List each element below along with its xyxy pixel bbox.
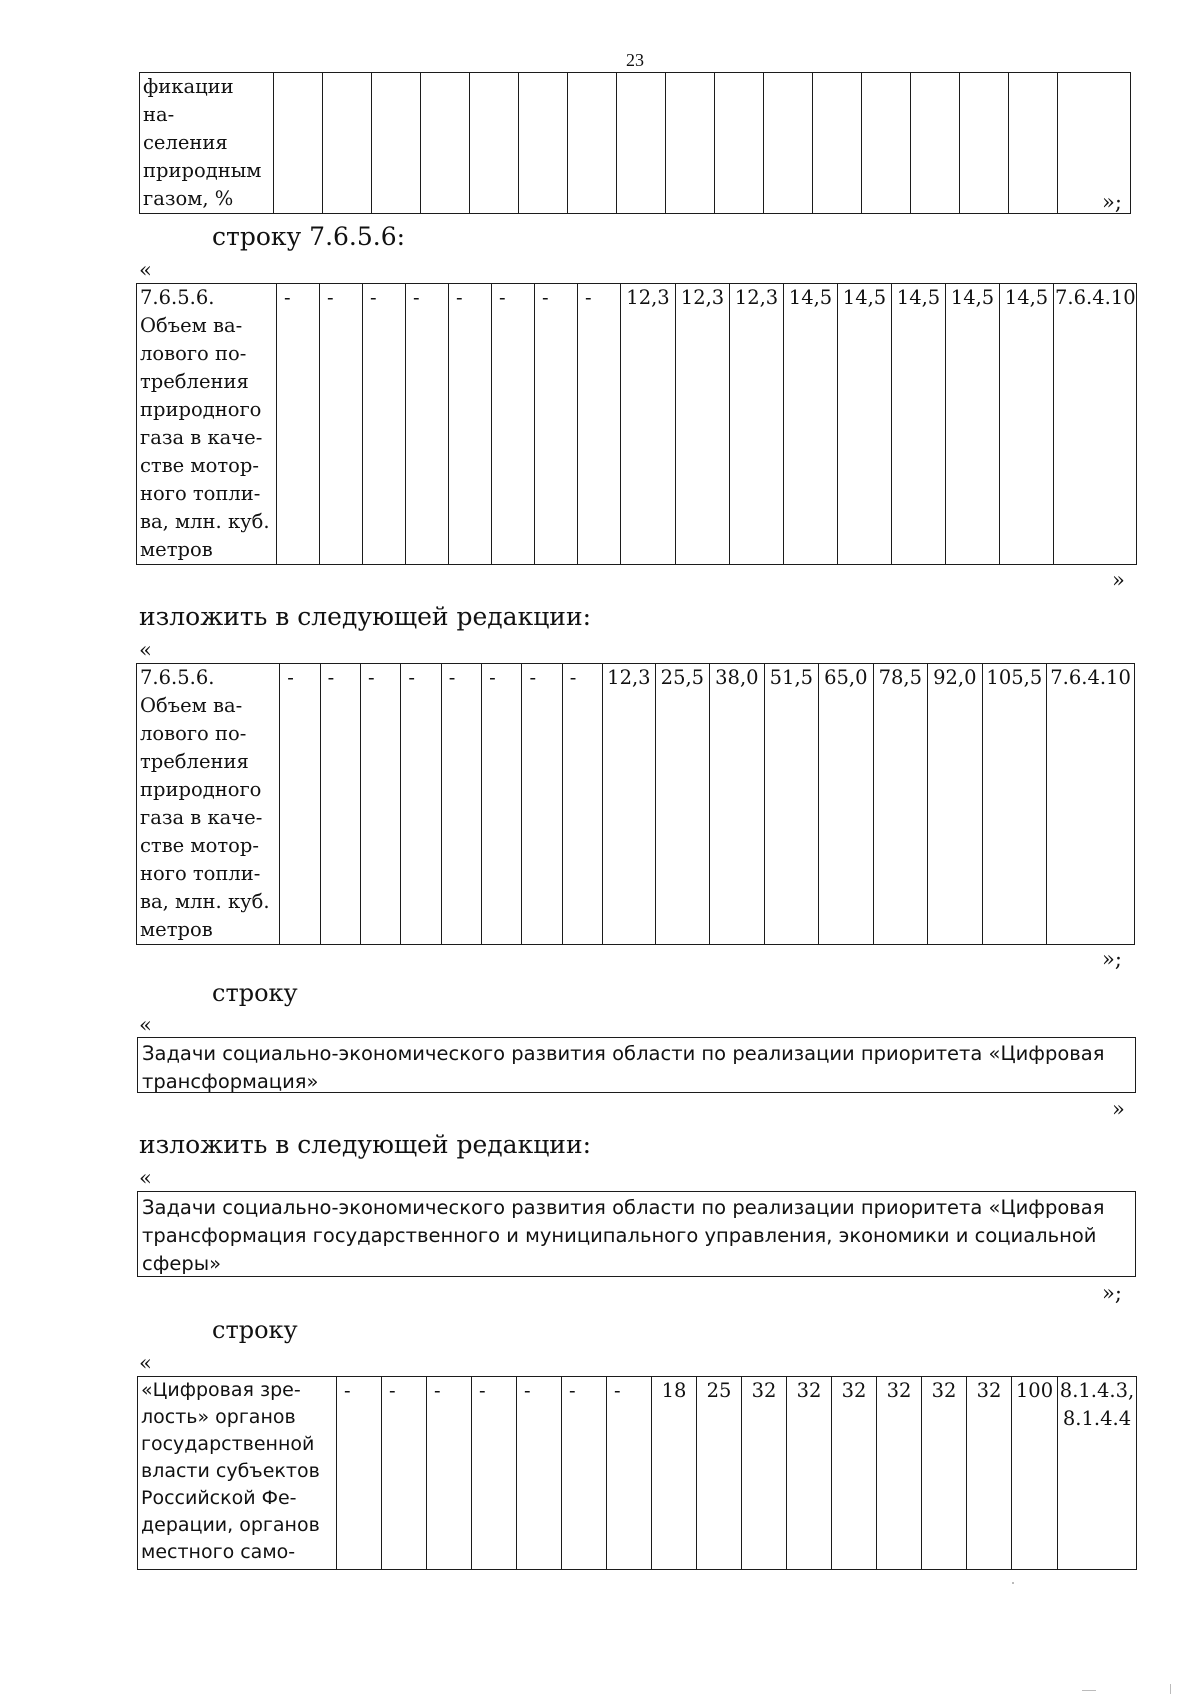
value-cell: 92,0 [928,664,982,945]
table-row [137,664,1135,945]
code-cell: 8.1.4.3, 8.1.4.4 [1058,1377,1137,1570]
close-quote: »; [1102,190,1122,214]
value-cell: 25,5 [655,664,709,945]
row-label: 7.6.5.6. Объем ва- лового по- требления природного газа в каче- стве мотор- ного топли- ва, млн. куб. метров [137,664,280,945]
dash-cell: - [482,664,522,945]
table-row [137,284,1137,565]
dash-cell: - [406,284,449,565]
empty-cell [421,73,470,214]
dash-cell: - [562,1377,607,1570]
value-cell: 32 [967,1377,1012,1570]
empty-cell [715,73,764,214]
empty-cell [862,73,911,214]
section-intro: изложить в следующей редакции: [139,1130,592,1159]
value-cell: 14,5 [838,284,892,565]
value-cell: 32 [877,1377,922,1570]
open-quote: « [139,638,152,662]
dash-cell: - [441,664,481,945]
dash-cell: - [280,664,320,945]
value-cell: 65,0 [819,664,873,945]
section-intro: строку [212,1316,298,1344]
dash-cell: - [492,284,535,565]
table-row [138,1377,1137,1570]
value-cell: 25 [697,1377,742,1570]
page-number: 23 [626,50,644,70]
value-cell: 12,3 [603,664,655,945]
value-cell: 32 [832,1377,877,1570]
section-intro: изложить в следующей редакции: [139,602,592,631]
dash-cell: - [401,664,441,945]
dash-cell: - [562,664,602,945]
scan-speck [1082,1690,1096,1691]
new-row-table [136,663,1135,945]
dash-cell: - [517,1377,562,1570]
value-cell: 38,0 [710,664,764,945]
empty-cell [372,73,421,214]
close-quote: »; [1102,947,1122,971]
value-cell: 51,5 [764,664,818,945]
row-label: «Цифровая зре- лость» органов государственной власти субъектов Российской Фе- дерации, органов местного само- [138,1377,337,1570]
open-quote: « [139,258,152,282]
value-cell: 14,5 [784,284,838,565]
dash-cell: - [277,284,320,565]
value-cell: 32 [787,1377,832,1570]
row-label: 7.6.5.6. Объем ва- лового по- требления природного газа в каче- стве мотор- ного топли- ва, млн. куб. метров [137,284,277,565]
empty-cell [764,73,813,214]
value-cell: 32 [742,1377,787,1570]
close-quote: »; [1102,1281,1122,1305]
open-quote: « [139,1013,152,1037]
old-row-table [136,283,1137,565]
value-cell: 32 [922,1377,967,1570]
value-cell: 14,5 [892,284,946,565]
value-cell: 14,5 [946,284,1000,565]
old-task-box: Задачи социально-экономического развития области по реализации приоритета «Цифровая трансформация» [137,1037,1136,1093]
dash-cell: - [472,1377,517,1570]
dash-cell: - [427,1377,472,1570]
value-cell: 105,5 [982,664,1047,945]
value-cell: 12,3 [621,284,676,565]
dash-cell: - [535,284,578,565]
empty-cell [274,73,323,214]
empty-cell [1009,73,1058,214]
empty-cell [911,73,960,214]
dash-cell: - [363,284,406,565]
value-cell: 18 [652,1377,697,1570]
dash-cell: - [449,284,492,565]
empty-cell [813,73,862,214]
new-task-box: Задачи социально-экономического развития области по реализации приоритета «Цифровая трансформация государственного и муниципального управления, экономики и социальной сферы» [137,1191,1136,1277]
empty-cell [568,73,617,214]
empty-cell [519,73,568,214]
close-quote: » [1112,1097,1125,1121]
digital-maturity-table [137,1376,1137,1570]
open-quote: « [139,1166,152,1190]
dash-cell: - [578,284,621,565]
tail-table [139,72,1131,214]
dash-cell: - [382,1377,427,1570]
table-row [140,73,1131,214]
dash-cell: - [320,284,363,565]
dash-cell: - [320,664,360,945]
dash-cell: - [607,1377,652,1570]
empty-cell [470,73,519,214]
section-intro: строку 7.6.5.6: [212,222,406,251]
value-cell: 100 [1012,1377,1058,1570]
section-intro: строку [212,979,298,1007]
empty-cell [323,73,372,214]
code-cell: 7.6.4.10 [1047,664,1135,945]
dash-cell: - [361,664,401,945]
open-quote: « [139,1351,152,1375]
value-cell: 12,3 [730,284,784,565]
close-quote: » [1112,568,1125,592]
row-label: фикации на- селения природным газом, % [140,73,274,214]
scan-speck [1170,1684,1171,1694]
empty-cell [960,73,1009,214]
value-cell: 78,5 [873,664,927,945]
empty-cell [666,73,715,214]
scan-speck [1012,1582,1014,1584]
dash-cell: - [337,1377,382,1570]
value-cell: 14,5 [1000,284,1054,565]
empty-cell [617,73,666,214]
value-cell: 12,3 [676,284,730,565]
code-cell: 7.6.4.10 [1054,284,1137,565]
dash-cell: - [522,664,562,945]
